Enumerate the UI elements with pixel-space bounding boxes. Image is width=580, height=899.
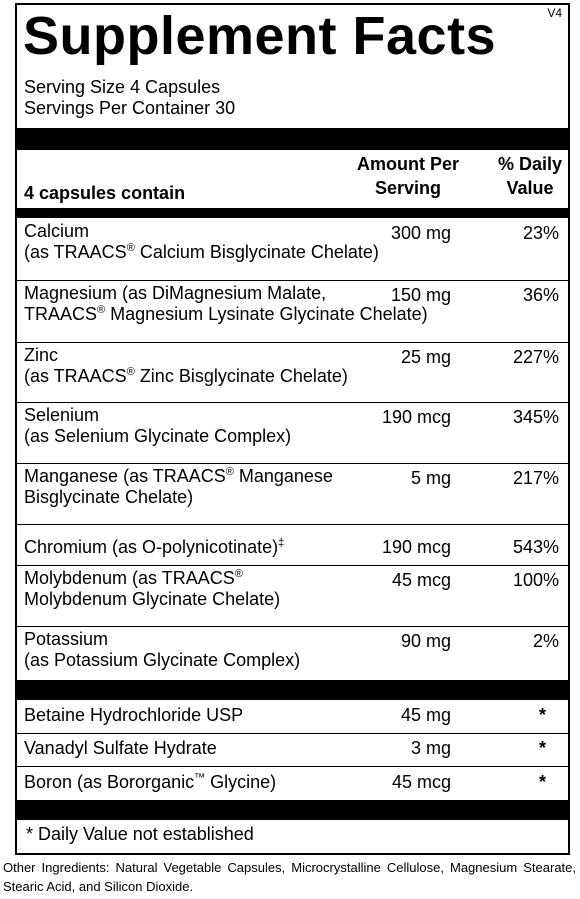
footnote: * Daily Value not established — [26, 824, 254, 844]
nutrient-name: Potassium (as Potassium Glycinate Complex) — [24, 629, 301, 670]
nutrient-row — [17, 627, 568, 679]
nutrient-name: Selenium (as Selenium Glycinate Complex) — [24, 405, 292, 446]
ingredient-name: Vanadyl Sulfate Hydrate — [24, 738, 217, 758]
nutrient-name: Magnesium (as DiMagnesium Malate, TRAACS® Magnesium Lysinate Glycinate Chelate) — [24, 283, 428, 324]
header-divider — [17, 208, 568, 218]
serving-size: Serving Size 4 Capsules — [24, 77, 221, 97]
amount-per-serving: 5 mg — [410, 468, 451, 488]
nutrient-row — [17, 403, 568, 464]
row-divider — [17, 766, 568, 767]
ingredient-row — [17, 734, 568, 767]
other-ingredients: Other Ingredients: Natural Vegetable Capsules, Microcrystalline Cellulose, Magnesium Stearate, Stearic Acid, and Silicon Dioxide. — [3, 860, 576, 894]
daily-value: * — [538, 705, 546, 725]
amount-per-serving: 25 mg — [400, 347, 451, 367]
daily-value: 2% — [532, 631, 559, 651]
daily-value: 36% — [522, 285, 559, 305]
column-header-contains: 4 capsules contain — [24, 183, 186, 203]
nutrient-row — [17, 343, 568, 403]
nutrient-row — [17, 566, 568, 627]
daily-value: * — [538, 738, 546, 758]
daily-value: 345% — [512, 407, 559, 427]
nutrient-name: Manganese (as TRAACS® Manganese Bisglycinate Chelate) — [24, 466, 333, 507]
bottom-divider — [17, 800, 568, 820]
nutrient-row — [17, 464, 568, 525]
amount-per-serving: 190 mcg — [381, 537, 451, 557]
daily-value: 217% — [512, 468, 559, 488]
panel-title: Supplement Facts — [23, 6, 497, 66]
ingredient-row — [17, 768, 568, 801]
amount-per-serving: 300 mg — [390, 223, 451, 243]
amount-per-serving: 90 mg — [400, 631, 451, 651]
amount-per-serving: 45 mg — [400, 705, 451, 725]
supplement-facts-panel — [15, 3, 570, 855]
nutrient-row — [17, 219, 568, 281]
servings-per-container: Servings Per Container 30 — [24, 98, 236, 118]
nutrient-name: Calcium (as TRAACS® Calcium Bisglycinate Chelate) — [24, 221, 379, 262]
amount-per-serving: 150 mg — [390, 285, 451, 305]
nutrient-name: Molybdenum (as TRAACS® Molybdenum Glycinate Chelate) — [24, 568, 281, 609]
daily-value: 227% — [512, 347, 559, 367]
daily-value: 543% — [512, 537, 559, 557]
daily-value: 23% — [522, 223, 559, 243]
version-label: V4 — [547, 6, 562, 20]
column-header-daily-value: % Daily Value — [497, 154, 563, 198]
amount-per-serving: 190 mcg — [381, 407, 451, 427]
amount-per-serving: 45 mcg — [391, 772, 451, 792]
amount-per-serving: 3 mg — [410, 738, 451, 758]
ingredient-name: Betaine Hydrochloride USP — [24, 705, 244, 725]
column-header-amount: Amount Per Serving — [357, 154, 460, 198]
nutrient-name: Zinc (as TRAACS® Zinc Bisglycinate Chelate) — [24, 345, 348, 386]
amount-per-serving: 45 mcg — [391, 570, 451, 590]
thick-divider — [17, 128, 568, 150]
section-divider — [17, 680, 568, 700]
nutrient-row — [17, 525, 568, 566]
nutrient-name: Chromium (as O-polynicotinate)‡ — [24, 537, 285, 557]
daily-value: 100% — [512, 570, 559, 590]
ingredient-name: Boron (as Bororganic™ Glycine) — [24, 772, 277, 792]
daily-value: * — [538, 772, 546, 792]
nutrient-row — [17, 281, 568, 343]
ingredient-row — [17, 701, 568, 734]
